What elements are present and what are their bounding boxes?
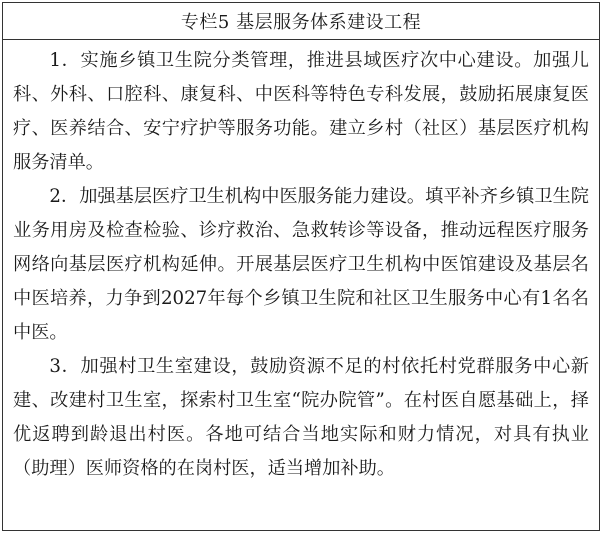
feature-box [2,2,600,531]
paragraph-item-2: 2．加强基层医疗卫生机构中医服务能力建设。填平补齐乡镇卫生院业务用房及检查检验、诊疗救治、急救转诊等设备，推动远程医疗服务网络向基层医疗机构延伸。开展基层医疗卫生机构中医馆建设及基层名中医培养，力争到2027年每个乡镇卫生院和社区卫生服务中心有1名名中医。 [13,186,589,343]
paragraph-item-1: 1．实施乡镇卫生院分类管理，推进县域医疗次中心建设。加强儿科、外科、口腔科、康复科、中医科等特色专科发展，鼓励拓展康复医疗、医养结合、安宁疗护等服务功能。建立乡村（社区）基层医疗机构服务清单。 [13,50,589,173]
paragraph-item-3: 3．加强村卫生室建设，鼓励资源不足的村依托村党群服务中心新建、改建村卫生室，探索村卫生室“院办院管”。在村医自愿基础上，择优返聘到龄退出村医。各地可结合当地实际和财力情况，对具有执业（助理）医师资格的在岗村医，适当增加补助。 [13,356,589,479]
box-body [3,40,599,486]
box-title: 专栏5 基层服务体系建设工程 [3,3,599,40]
